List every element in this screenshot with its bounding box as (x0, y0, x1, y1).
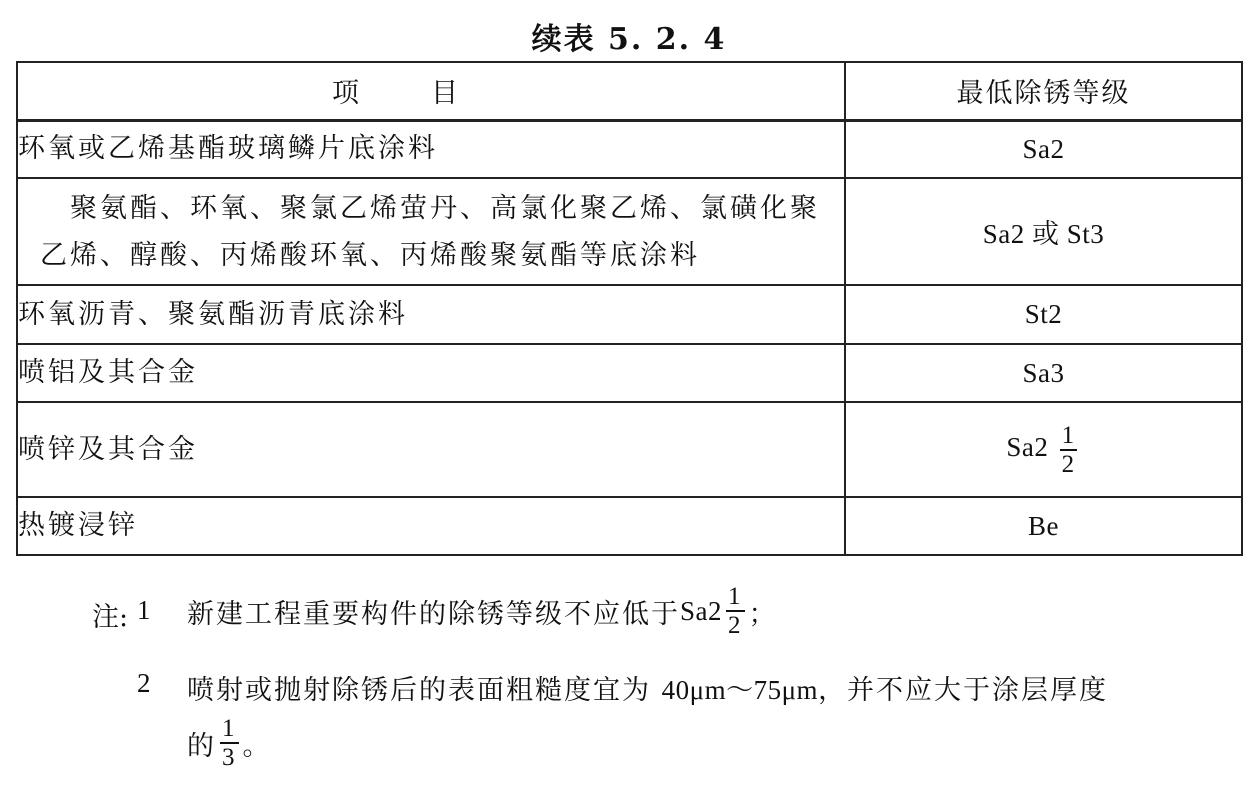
row-grade: Sa2 (845, 120, 1242, 178)
note-2-line-1 (187, 668, 1108, 707)
note-1 (187, 580, 778, 642)
fraction-denominator: 3 (222, 744, 237, 771)
table-header-row (17, 62, 1242, 120)
table-row (17, 344, 1242, 402)
table-row (17, 402, 1242, 497)
header-item: 项目 (17, 62, 845, 120)
table-row (17, 285, 1242, 344)
row-item: 热镀浸锌 (17, 497, 845, 555)
fraction-numerator: 1 (222, 715, 237, 742)
note-text-end: ； (748, 598, 778, 630)
row-item: 聚氨酯、环氧、聚氯乙烯萤丹、高氯化聚乙烯、氯磺化聚乙烯、醇酸、丙烯酸环氧、丙烯酸聚氨酯等底涂料 (17, 178, 845, 285)
note-fraction (726, 583, 745, 639)
note-grade: Sa2 (680, 595, 722, 626)
row-grade: Sa2 或 St3 (845, 178, 1242, 285)
grade-text: Sa2 (1006, 431, 1049, 462)
row-grade-with-fraction (845, 402, 1242, 497)
row-item: 环氧沥青、聚氨酯沥青底涂料 (17, 285, 845, 344)
note-2-line-2 (187, 712, 272, 774)
fraction-denominator: 2 (728, 612, 743, 639)
row-item: 环氧或乙烯基酯玻璃鳞片底涂料 (17, 120, 845, 178)
derusting-grade-table (16, 61, 1243, 556)
grade-fraction (1060, 422, 1077, 478)
row-item: 喷锌及其合金 (17, 402, 845, 497)
header-min-grade: 最低除锈等级 (845, 62, 1242, 120)
row-grade: St2 (845, 285, 1242, 344)
note-text: 的 (187, 730, 216, 762)
notes-prefix: 注: (92, 602, 129, 633)
fraction-numerator: 1 (1061, 421, 1075, 449)
note-number: 1 (137, 595, 151, 625)
fraction-numerator: 1 (728, 583, 743, 610)
note-text: 新建工程重要构件的除锈等级不应低于 (187, 598, 680, 630)
table-row (17, 120, 1242, 178)
row-grade: Sa3 (845, 344, 1242, 402)
table-row (17, 497, 1242, 555)
row-grade: Be (845, 497, 1242, 555)
note-text: 喷射或抛射除锈后的表面粗糙度宜为 (187, 675, 662, 706)
fraction-denominator: 2 (1061, 450, 1075, 478)
row-item: 喷铝及其合金 (17, 344, 845, 402)
table-row (17, 178, 1242, 285)
table-caption: 续表 5. 2. 4 (531, 22, 727, 57)
note-text: ，并不应大于涂层厚度 (818, 675, 1109, 706)
note-number: 2 (137, 668, 151, 698)
note-roughness-range: 40μm～75μm (661, 675, 819, 705)
note-fraction (220, 715, 239, 771)
note-text-end: 。 (242, 730, 272, 762)
